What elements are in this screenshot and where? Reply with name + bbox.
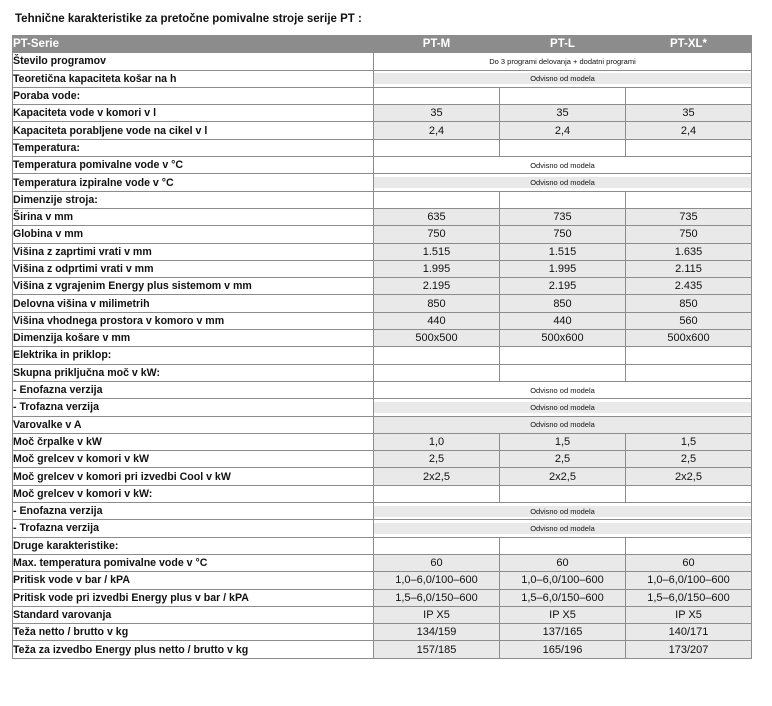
table-row [13, 139, 752, 156]
table-row [13, 433, 752, 450]
cell-value: 750 [500, 226, 626, 243]
row-label: Moč grelcev v komori v kW: [13, 485, 374, 502]
cell-value: 2,5 [626, 451, 752, 468]
cell-value: 850 [626, 295, 752, 312]
table-body [13, 53, 752, 658]
cell-value: 165/196 [500, 641, 626, 658]
row-label: Pritisk vode v bar / kPA [13, 572, 374, 589]
cell-value: IP X5 [500, 606, 626, 623]
cell-value: 735 [626, 208, 752, 225]
cell-empty [500, 364, 626, 381]
table-row [13, 572, 752, 589]
cell-value: 750 [374, 226, 500, 243]
table-row [13, 330, 752, 347]
row-label: Širina v mm [13, 208, 374, 225]
cell-value: 1,0–6,0/100–600 [500, 572, 626, 589]
cell-span-note: Odvisno od modela [374, 416, 752, 433]
cell-empty [626, 537, 752, 554]
cell-value: 60 [626, 554, 752, 571]
table-row [13, 399, 752, 416]
row-label: Pritisk vode pri izvedbi Energy plus v bar / kPA [13, 589, 374, 606]
cell-value: 735 [500, 208, 626, 225]
cell-value: 1,5–6,0/150–600 [626, 589, 752, 606]
cell-value: 1.995 [500, 260, 626, 277]
table-row [13, 485, 752, 502]
table-row [13, 191, 752, 208]
cell-empty [374, 364, 500, 381]
span-note-text: Odvisno od modela [374, 402, 751, 413]
cell-empty [500, 87, 626, 104]
row-label: Moč grelcev v komori v kW [13, 451, 374, 468]
row-label: Delovna višina v milimetrih [13, 295, 374, 312]
row-label: Teža za izvedbo Energy plus netto / brutto v kg [13, 641, 374, 658]
table-row [13, 122, 752, 139]
cell-value: 850 [374, 295, 500, 312]
cell-value: 1,0 [374, 433, 500, 450]
cell-value: 500x600 [626, 330, 752, 347]
table-row [13, 312, 752, 329]
cell-value: 2,4 [374, 122, 500, 139]
cell-empty [500, 537, 626, 554]
row-label: Moč črpalke v kW [13, 433, 374, 450]
cell-value: 173/207 [626, 641, 752, 658]
row-label: Teoretična kapaciteta košar na h [13, 70, 374, 87]
cell-span-note [374, 520, 752, 537]
cell-empty [626, 191, 752, 208]
cell-empty [374, 139, 500, 156]
cell-empty [374, 347, 500, 364]
table-row [13, 416, 752, 433]
row-label: Število programov [13, 53, 374, 70]
row-label: Standard varovanja [13, 606, 374, 623]
table-row [13, 451, 752, 468]
table-row [13, 468, 752, 485]
cell-empty [374, 485, 500, 502]
cell-value: IP X5 [626, 606, 752, 623]
cell-value: 2.115 [626, 260, 752, 277]
table-row [13, 364, 752, 381]
cell-value: 440 [374, 312, 500, 329]
cell-value: 2,4 [626, 122, 752, 139]
cell-value: 2,4 [500, 122, 626, 139]
cell-value: 1,0–6,0/100–600 [374, 572, 500, 589]
cell-value: 635 [374, 208, 500, 225]
row-label: - Enofazna verzija [13, 503, 374, 520]
row-label: Kapaciteta porabljene vode na cikel v l [13, 122, 374, 139]
table-row [13, 347, 752, 364]
table-row [13, 624, 752, 641]
table-row [13, 381, 752, 398]
table-row [13, 537, 752, 554]
span-note-text: Odvisno od modela [374, 177, 751, 188]
cell-value: 750 [626, 226, 752, 243]
cell-value: 2,5 [500, 451, 626, 468]
cell-empty [626, 485, 752, 502]
cell-span-note: Do 3 programi delovanja + dodatni programi [374, 53, 752, 70]
cell-empty [626, 87, 752, 104]
cell-span-note [374, 503, 752, 520]
table-row [13, 174, 752, 191]
table-row [13, 243, 752, 260]
row-label: Poraba vode: [13, 87, 374, 104]
row-label: - Enofazna verzija [13, 381, 374, 398]
row-label: Dimenzija košare v mm [13, 330, 374, 347]
cell-value: 157/185 [374, 641, 500, 658]
table-row [13, 157, 752, 174]
cell-span-note [374, 70, 752, 87]
cell-empty [500, 485, 626, 502]
row-label: Višina vhodnega prostora v komoro v mm [13, 312, 374, 329]
cell-value: 60 [374, 554, 500, 571]
row-label: Moč grelcev v komori pri izvedbi Cool v kW [13, 468, 374, 485]
table-row [13, 226, 752, 243]
cell-value: 35 [374, 105, 500, 122]
cell-value: 137/165 [500, 624, 626, 641]
cell-value: 1,5 [500, 433, 626, 450]
cell-value: 500x500 [374, 330, 500, 347]
table-row [13, 606, 752, 623]
cell-span-note [374, 174, 752, 191]
cell-value: 1.515 [500, 243, 626, 260]
cell-empty [500, 191, 626, 208]
cell-empty [374, 537, 500, 554]
cell-value: 2x2,5 [500, 468, 626, 485]
cell-value: 134/159 [374, 624, 500, 641]
row-label: Temperatura izpiralne vode v °C [13, 174, 374, 191]
cell-value: 560 [626, 312, 752, 329]
header-series: PT-Serie [13, 36, 374, 53]
cell-empty [500, 347, 626, 364]
cell-value: 35 [500, 105, 626, 122]
cell-value: 1.635 [626, 243, 752, 260]
spec-table [12, 35, 752, 659]
cell-empty [626, 139, 752, 156]
row-label: Druge karakteristike: [13, 537, 374, 554]
cell-value: 35 [626, 105, 752, 122]
cell-value: 500x600 [500, 330, 626, 347]
table-header-row [13, 36, 752, 53]
row-label: - Trofazna verzija [13, 520, 374, 537]
cell-span-note: Odvisno od modela [374, 157, 752, 174]
cell-value: 2x2,5 [374, 468, 500, 485]
cell-value: 1,5–6,0/150–600 [500, 589, 626, 606]
row-label: Globina v mm [13, 226, 374, 243]
cell-empty [500, 139, 626, 156]
cell-value: 1.995 [374, 260, 500, 277]
table-row [13, 260, 752, 277]
span-note-text: Odvisno od modela [374, 506, 751, 517]
cell-value: 1,5 [626, 433, 752, 450]
cell-value: 2x2,5 [626, 468, 752, 485]
cell-value: 140/171 [626, 624, 752, 641]
table-row [13, 520, 752, 537]
row-label: Višina z odprtimi vrati v mm [13, 260, 374, 277]
cell-empty [374, 191, 500, 208]
table-row [13, 70, 752, 87]
table-row [13, 295, 752, 312]
table-row [13, 105, 752, 122]
row-label: Elektrika in priklop: [13, 347, 374, 364]
table-row [13, 503, 752, 520]
row-label: Teža netto / brutto v kg [13, 624, 374, 641]
row-label: Kapaciteta vode v komori v l [13, 105, 374, 122]
cell-value: 850 [500, 295, 626, 312]
page-title: Tehnične karakteristike za pretočne pomivalne stroje serije PT : [15, 13, 362, 25]
cell-value: 1.515 [374, 243, 500, 260]
cell-value: IP X5 [374, 606, 500, 623]
table-row [13, 208, 752, 225]
table-row [13, 278, 752, 295]
span-note-text: Odvisno od modela [374, 73, 751, 84]
header-model-pt-l: PT-L [500, 36, 626, 53]
table-row [13, 53, 752, 70]
cell-span-note [374, 399, 752, 416]
cell-value: 2,5 [374, 451, 500, 468]
row-label: Višina z vgrajenim Energy plus sistemom v mm [13, 278, 374, 295]
cell-value: 1,0–6,0/100–600 [626, 572, 752, 589]
row-label: Višina z zaprtimi vrati v mm [13, 243, 374, 260]
span-note-text: Odvisno od modela [374, 523, 751, 534]
row-label: - Trofazna verzija [13, 399, 374, 416]
cell-empty [626, 364, 752, 381]
cell-empty [626, 347, 752, 364]
cell-value: 2.435 [626, 278, 752, 295]
row-label: Skupna priključna moč v kW: [13, 364, 374, 381]
table-row [13, 589, 752, 606]
table-row [13, 87, 752, 104]
row-label: Max. temperatura pomivalne vode v °C [13, 554, 374, 571]
row-label: Varovalke v A [13, 416, 374, 433]
row-label: Temperatura: [13, 139, 374, 156]
row-label: Dimenzije stroja: [13, 191, 374, 208]
cell-value: 2.195 [500, 278, 626, 295]
cell-empty [374, 87, 500, 104]
cell-value: 60 [500, 554, 626, 571]
row-label: Temperatura pomivalne vode v °C [13, 157, 374, 174]
cell-span-note: Odvisno od modela [374, 381, 752, 398]
table-row [13, 554, 752, 571]
table-row [13, 641, 752, 658]
cell-value: 1,5–6,0/150–600 [374, 589, 500, 606]
cell-value: 2.195 [374, 278, 500, 295]
header-model-pt-m: PT-M [374, 36, 500, 53]
header-model-pt-xl: PT-XL* [626, 36, 752, 53]
cell-value: 440 [500, 312, 626, 329]
